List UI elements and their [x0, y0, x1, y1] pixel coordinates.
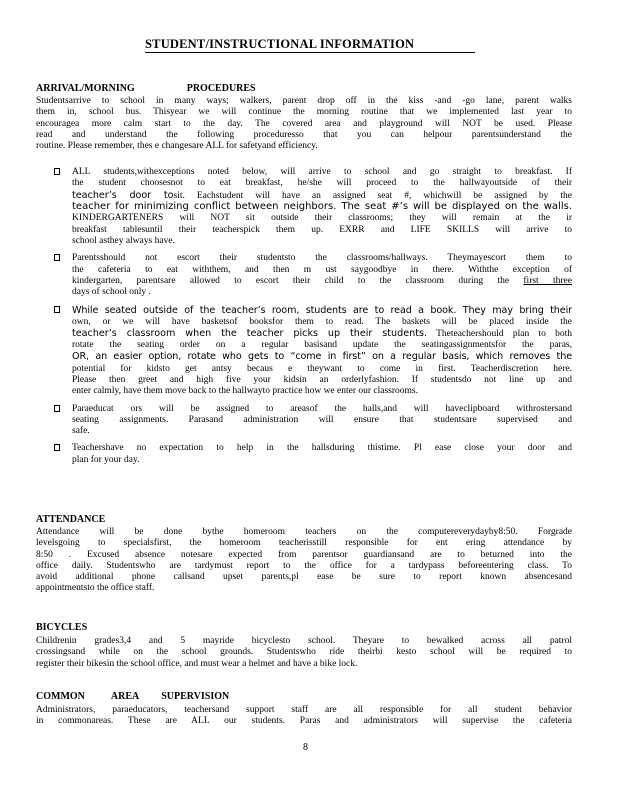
bullet-item [50, 305, 572, 398]
bicycles-paragraph [36, 636, 572, 670]
arrival-paragraph [36, 96, 572, 152]
bullet-line: seating assignments. Parasand administration will ensure that studentsare supervised and [72, 414, 572, 425]
bullet-line: Paraeducat ors will be assigned to areasof the halls,and will haveclipboard withrostersand [72, 403, 572, 414]
common-heading-part-2: AREA [110, 691, 140, 702]
page-title: STUDENT/INSTRUCTIONAL INFORMATION [145, 37, 475, 53]
arrival-heading [36, 83, 256, 95]
bullet-line: safe. [72, 426, 90, 437]
text-line: them in, school bus. Thisyear we will continue the morning routine that we implemented last year to [36, 107, 572, 118]
bicycles-heading: BICYCLES [36, 622, 88, 633]
bullet-line: school asthey always have. [72, 236, 175, 247]
bullet-line: days of school only . [72, 287, 151, 298]
bullet-line: kindergarten, parentsare allowed to escort their child to the classroom during the first three [72, 275, 572, 286]
text-line: Childrenin grades3,4 and 5 mayride bicyclesto school. Theyare to bewalked across all patrol [36, 636, 572, 646]
bullet-item [50, 167, 572, 247]
checkbox-bullet-icon [54, 405, 60, 412]
bullet-line: OR, an easier option, rotate who gets to “come in first” on a regular basis, which removes the [72, 351, 572, 363]
bullet-line: rotate the seating order on a regular basisand update the seatingassignmentsfor the paras, [72, 339, 572, 350]
text-line: avoid additional phone callsand upset parents,pl ease be sure to report known absencesand [36, 572, 572, 583]
common-area-paragraph [36, 705, 572, 728]
bullet-line: While seated outside of the teacher’s room, students are to read a book. They may bring their [72, 304, 572, 316]
checkbox-bullet-icon [54, 254, 60, 261]
text-line: Attendance will be done bythe homeroom teachers on the computereverydayby8:50. Forgrade [36, 527, 572, 537]
arrival-heading-part-2: PROCEDURES [186, 83, 256, 94]
bullet-item [50, 443, 572, 466]
bullet-line: the student choosesnot to eat breakfast, he/she will proceed to the hallwayoutside of their [72, 178, 572, 189]
arrival-heading-part-1: ARRIVAL/MORNING [36, 83, 135, 94]
bullet-line: Parentsshould not escort their studentsto the classrooms/hallways. Theymayescort them to [72, 253, 572, 264]
common-heading-part-1: COMMON [36, 691, 85, 702]
bullet-line: KINDERGARTENERS will NOT sit outside their classrooms; they will remain at the ir [72, 213, 572, 224]
text-line: Studentsarrive to school in many ways; walkers, parent drop off in the kiss -and -go lane, parent walks [36, 96, 572, 106]
text-line: routine. Please remember, thes e changesare ALL for safetyand efficiency. [36, 141, 318, 152]
bullet-line: own, or we will have basketsof booksfor them to read. The baskets will be placed inside the [72, 317, 572, 328]
bullet-line: the cafeteria to eat withthem, and then m ust saygoodbye in there. Withthe exception of [72, 264, 572, 275]
text-line: encouragea more calm start to the day. The covered area and playground will NOT be used. Please [36, 118, 572, 129]
text-line: in commonareas. These are ALL our students. Paras and administrators will supervise the cafeteria [36, 716, 572, 727]
bullet-line: teacher’s classroom when the teacher picks up their students. Theteachershould plan to both [72, 328, 572, 340]
page-number: 8 [303, 742, 308, 753]
bullet-line: teacher for minimizing conflict between neighbors. The seat #’s will be displayed on the walls. [72, 200, 572, 212]
bullet-line: breakfast tablesuntil their teacherspick them up. EXRR and LIFE SKILLS will arrive to [72, 224, 572, 235]
bullet-line: plan for your day. [72, 454, 140, 465]
bullet-line: teacher’s door tosit. Eachstudent will have an assigned seat #, whichwill be assigned by the [72, 189, 572, 201]
text-line: crossingsand while on the school grounds. Studentswho ride theirbi kesto school will be required to [36, 647, 572, 658]
checkbox-bullet-icon [54, 168, 60, 175]
text-line: office daily. Studentswho are tardymust report to the office for a tardypass beforeentering class. To [36, 560, 572, 571]
common-heading-part-3: SUPERVISION [161, 691, 230, 702]
text-line: Administrators, paraeducators, teachersand support staff are all responsible for all student behavior [36, 705, 572, 715]
attendance-heading: ATTENDANCE [36, 514, 106, 525]
text-line: read and understand the following proceduresso that you can helpour parentsunderstand the [36, 129, 572, 140]
text-line: appointmentsto the office staff. [36, 583, 155, 594]
bullet-item [50, 404, 572, 438]
attendance-paragraph [36, 527, 572, 595]
text-line: 8:50 . Excused absence notesare expected from parentsor guardiansand are to beturned into the [36, 549, 572, 560]
procedure-bullet-list [50, 167, 572, 466]
common-area-heading [36, 691, 229, 703]
bullet-line: enter calmly, have them move back to the hallwayto practice how we enter our classrooms. [72, 386, 419, 397]
checkbox-bullet-icon [54, 444, 60, 451]
bullet-item [50, 253, 572, 298]
bullet-line: Please then greet and high five your kidsin an orderlyfashion. If studentsdo not line up and [72, 374, 572, 385]
text-line: register their bikesin the school office, and must wear a helmet and have a bike lock. [36, 658, 358, 669]
bullet-line: ALL students,withexceptions noted below, will arrive to school and go straight to breakfast. If [72, 167, 572, 177]
bullet-line: potential for kidsto get antsy becaus e theywant to come in first. Teacherdiscretion here. [72, 363, 572, 374]
text-line: levelsgoing to specialsfirst, the homeroom teacherisstill responsible for ent ering attendance by [36, 538, 572, 549]
bullet-line: Teachershave no expectation to help in the hallsduring thistime. Pl ease close your door and [72, 443, 572, 454]
checkbox-bullet-icon [54, 306, 60, 313]
